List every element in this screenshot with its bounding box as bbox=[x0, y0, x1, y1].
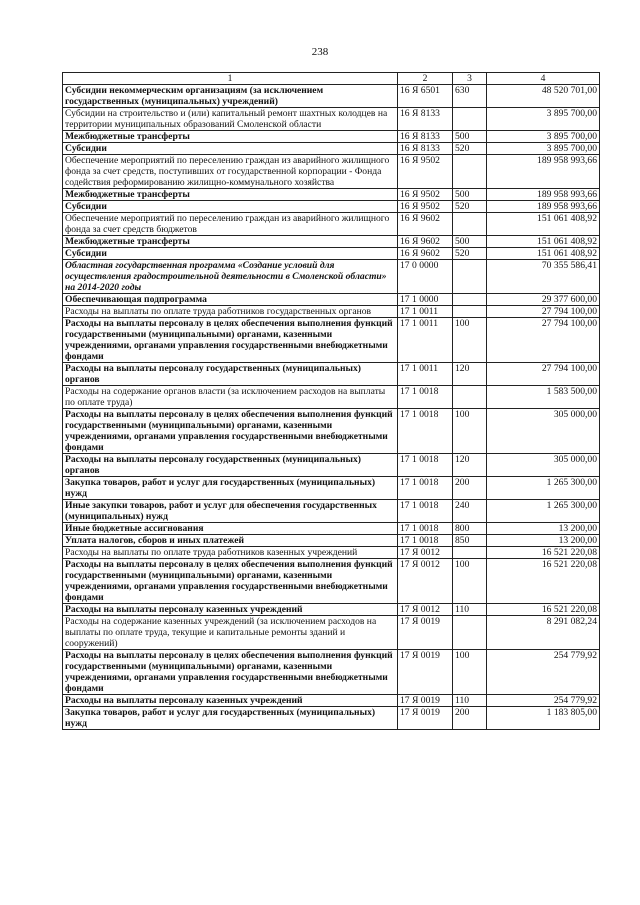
row-name-cell: Расходы на выплаты персоналу в целях обеспечения выполнения функций государственными (муниципальными) органами, казенными учреждениями, органами управления государственными внебюджетными фондами bbox=[63, 650, 398, 695]
row-amount-cell: 254 779,92 bbox=[487, 650, 600, 695]
table-row bbox=[63, 155, 600, 189]
row-amount-cell: 1 265 300,00 bbox=[487, 477, 600, 500]
row-amount-cell: 151 061 408,92 bbox=[487, 213, 600, 236]
row-name-cell: Межбюджетные трансферты bbox=[63, 236, 398, 248]
row-name-cell: Иные бюджетные ассигнования bbox=[63, 523, 398, 535]
row-name-cell: Закупка товаров, работ и услуг для государственных (муниципальных) нужд bbox=[63, 477, 398, 500]
row-expense-type-cell: 850 bbox=[453, 535, 487, 547]
row-name-cell: Обеспечение мероприятий по переселению граждан из аварийного жилищного фонда за счет средств бюджетов bbox=[63, 213, 398, 236]
header-cell-amount: 4 bbox=[487, 73, 600, 85]
row-expense-type-cell: 100 bbox=[453, 650, 487, 695]
row-expense-type-cell bbox=[453, 260, 487, 294]
row-code-cell: 17 1 0011 bbox=[398, 306, 453, 318]
table-header-row bbox=[63, 73, 600, 85]
row-code-cell: 17 0 0000 bbox=[398, 260, 453, 294]
row-name-cell: Расходы на содержание казенных учреждений (за исключением расходов на выплаты по оплате труда, текущие и капитальные ремонты зданий и сооружений) bbox=[63, 616, 398, 650]
row-name-cell: Расходы на выплаты персоналу в целях обеспечения выполнения функций государственными (муниципальными) органами, казенными учреждениями, органами управления государственными внебюджетными фондами bbox=[63, 318, 398, 363]
row-expense-type-cell: 630 bbox=[453, 85, 487, 108]
row-code-cell: 17 1 0018 bbox=[398, 477, 453, 500]
row-name-cell: Субсидии некоммерческим организациям (за исключением государственных (муниципальных) учреждений) bbox=[63, 85, 398, 108]
row-name-cell: Иные закупки товаров, работ и услуг для обеспечения государственных (муниципальных) нужд bbox=[63, 500, 398, 523]
table-row bbox=[63, 306, 600, 318]
table-row bbox=[63, 707, 600, 730]
row-amount-cell: 151 061 408,92 bbox=[487, 236, 600, 248]
row-name-cell: Областная государственная программа «Создание условий для осуществления градостроительной деятельности в Смоленской области» на 2014-2020 годы bbox=[63, 260, 398, 294]
row-amount-cell: 189 958 993,66 bbox=[487, 201, 600, 213]
row-code-cell: 17 1 0018 bbox=[398, 500, 453, 523]
row-expense-type-cell: 520 bbox=[453, 201, 487, 213]
row-amount-cell: 13 200,00 bbox=[487, 535, 600, 547]
row-amount-cell: 16 521 220,08 bbox=[487, 559, 600, 604]
row-amount-cell: 1 265 300,00 bbox=[487, 500, 600, 523]
row-expense-type-cell: 100 bbox=[453, 409, 487, 454]
header-cell-name: 1 bbox=[63, 73, 398, 85]
row-amount-cell: 189 958 993,66 bbox=[487, 155, 600, 189]
row-code-cell: 17 1 0011 bbox=[398, 363, 453, 386]
table-row bbox=[63, 248, 600, 260]
row-code-cell: 16 Я 8133 bbox=[398, 131, 453, 143]
row-expense-type-cell: 240 bbox=[453, 500, 487, 523]
table-row bbox=[63, 477, 600, 500]
row-amount-cell: 189 958 993,66 bbox=[487, 189, 600, 201]
row-amount-cell: 3 895 700,00 bbox=[487, 131, 600, 143]
table-row bbox=[63, 363, 600, 386]
row-expense-type-cell: 100 bbox=[453, 318, 487, 363]
row-name-cell: Расходы на выплаты по оплате труда работников государственных органов bbox=[63, 306, 398, 318]
row-amount-cell: 3 895 700,00 bbox=[487, 108, 600, 131]
row-amount-cell: 3 895 700,00 bbox=[487, 143, 600, 155]
row-amount-cell: 8 291 082,24 bbox=[487, 616, 600, 650]
row-expense-type-cell: 200 bbox=[453, 707, 487, 730]
row-amount-cell: 13 200,00 bbox=[487, 523, 600, 535]
row-name-cell: Расходы на содержание органов власти (за исключением расходов на выплаты по оплате труда) bbox=[63, 386, 398, 409]
row-amount-cell: 16 521 220,08 bbox=[487, 547, 600, 559]
row-name-cell: Расходы на выплаты персоналу в целях обеспечения выполнения функций государственными (муниципальными) органами, казенными учреждениями, органами управления государственными внебюджетными фондами bbox=[63, 409, 398, 454]
table-row bbox=[63, 604, 600, 616]
table-row bbox=[63, 108, 600, 131]
row-expense-type-cell bbox=[453, 386, 487, 409]
row-expense-type-cell: 500 bbox=[453, 131, 487, 143]
row-amount-cell: 1 183 805,00 bbox=[487, 707, 600, 730]
table-row bbox=[63, 547, 600, 559]
row-name-cell: Расходы на выплаты персоналу казенных учреждений bbox=[63, 695, 398, 707]
table-row bbox=[63, 143, 600, 155]
table-row bbox=[63, 500, 600, 523]
header-cell-code: 2 bbox=[398, 73, 453, 85]
row-code-cell: 16 Я 9602 bbox=[398, 213, 453, 236]
row-expense-type-cell bbox=[453, 306, 487, 318]
row-expense-type-cell: 520 bbox=[453, 248, 487, 260]
row-code-cell: 17 1 0018 bbox=[398, 535, 453, 547]
table-row bbox=[63, 318, 600, 363]
table-row bbox=[63, 260, 600, 294]
page-number: 238 bbox=[311, 46, 329, 58]
budget-table bbox=[62, 72, 600, 730]
row-expense-type-cell bbox=[453, 213, 487, 236]
table-row bbox=[63, 535, 600, 547]
row-code-cell: 17 Я 0019 bbox=[398, 650, 453, 695]
row-name-cell: Уплата налогов, сборов и иных платежей bbox=[63, 535, 398, 547]
table-row bbox=[63, 294, 600, 306]
row-name-cell: Субсидии bbox=[63, 201, 398, 213]
table-row bbox=[63, 189, 600, 201]
row-name-cell: Субсидии на строительство и (или) капитальный ремонт шахтных колодцев на территории муниципальных образований Смоленской области bbox=[63, 108, 398, 131]
row-amount-cell: 16 521 220,08 bbox=[487, 604, 600, 616]
row-expense-type-cell bbox=[453, 616, 487, 650]
row-code-cell: 17 Я 0012 bbox=[398, 547, 453, 559]
table-row bbox=[63, 213, 600, 236]
row-expense-type-cell: 110 bbox=[453, 604, 487, 616]
row-code-cell: 17 1 0018 bbox=[398, 523, 453, 535]
row-amount-cell: 151 061 408,92 bbox=[487, 248, 600, 260]
row-code-cell: 16 Я 9602 bbox=[398, 248, 453, 260]
row-amount-cell: 48 520 701,00 bbox=[487, 85, 600, 108]
row-expense-type-cell bbox=[453, 155, 487, 189]
table-row bbox=[63, 454, 600, 477]
row-name-cell: Расходы на выплаты персоналу государственных (муниципальных) органов bbox=[63, 454, 398, 477]
row-code-cell: 17 1 0011 bbox=[398, 318, 453, 363]
row-expense-type-cell: 110 bbox=[453, 695, 487, 707]
row-amount-cell: 305 000,00 bbox=[487, 454, 600, 477]
table-row bbox=[63, 201, 600, 213]
row-name-cell: Закупка товаров, работ и услуг для государственных (муниципальных) нужд bbox=[63, 707, 398, 730]
row-name-cell: Расходы на выплаты персоналу в целях обеспечения выполнения функций государственными (муниципальными) органами, казенными учреждениями, органами управления государственными внебюджетными фондами bbox=[63, 559, 398, 604]
row-expense-type-cell: 500 bbox=[453, 236, 487, 248]
row-amount-cell: 27 794 100,00 bbox=[487, 363, 600, 386]
row-name-cell: Расходы на выплаты персоналу казенных учреждений bbox=[63, 604, 398, 616]
row-amount-cell: 305 000,00 bbox=[487, 409, 600, 454]
row-expense-type-cell: 800 bbox=[453, 523, 487, 535]
row-code-cell: 16 Я 6501 bbox=[398, 85, 453, 108]
row-code-cell: 17 Я 0019 bbox=[398, 616, 453, 650]
row-amount-cell: 27 794 100,00 bbox=[487, 306, 600, 318]
row-expense-type-cell: 520 bbox=[453, 143, 487, 155]
row-amount-cell: 27 794 100,00 bbox=[487, 318, 600, 363]
row-name-cell: Расходы на выплаты персоналу государственных (муниципальных) органов bbox=[63, 363, 398, 386]
row-amount-cell: 70 355 586,41 bbox=[487, 260, 600, 294]
row-expense-type-cell bbox=[453, 547, 487, 559]
row-name-cell: Межбюджетные трансферты bbox=[63, 189, 398, 201]
row-name-cell: Обеспечивающая подпрограмма bbox=[63, 294, 398, 306]
row-name-cell: Межбюджетные трансферты bbox=[63, 131, 398, 143]
row-expense-type-cell bbox=[453, 294, 487, 306]
row-code-cell: 17 1 0018 bbox=[398, 454, 453, 477]
table-row bbox=[63, 386, 600, 409]
row-code-cell: 17 1 0018 bbox=[398, 409, 453, 454]
row-amount-cell: 1 583 500,00 bbox=[487, 386, 600, 409]
row-expense-type-cell: 120 bbox=[453, 454, 487, 477]
table-row bbox=[63, 236, 600, 248]
table-row bbox=[63, 409, 600, 454]
table-row bbox=[63, 85, 600, 108]
row-code-cell: 17 1 0018 bbox=[398, 386, 453, 409]
table-row bbox=[63, 131, 600, 143]
row-code-cell: 16 Я 9502 bbox=[398, 189, 453, 201]
row-code-cell: 16 Я 9602 bbox=[398, 236, 453, 248]
row-name-cell: Расходы на выплаты по оплате труда работников казенных учреждений bbox=[63, 547, 398, 559]
row-expense-type-cell: 500 bbox=[453, 189, 487, 201]
row-name-cell: Субсидии bbox=[63, 143, 398, 155]
row-expense-type-cell bbox=[453, 108, 487, 131]
row-code-cell: 17 Я 0012 bbox=[398, 604, 453, 616]
table-row bbox=[63, 650, 600, 695]
row-code-cell: 16 Я 9502 bbox=[398, 155, 453, 189]
row-expense-type-cell: 120 bbox=[453, 363, 487, 386]
row-code-cell: 16 Я 8133 bbox=[398, 108, 453, 131]
table-row bbox=[63, 695, 600, 707]
row-code-cell: 17 Я 0019 bbox=[398, 707, 453, 730]
table-row bbox=[63, 616, 600, 650]
row-amount-cell: 29 377 600,00 bbox=[487, 294, 600, 306]
row-expense-type-cell: 100 bbox=[453, 559, 487, 604]
row-code-cell: 17 Я 0012 bbox=[398, 559, 453, 604]
row-code-cell: 16 Я 9502 bbox=[398, 201, 453, 213]
header-cell-vr: 3 bbox=[453, 73, 487, 85]
row-name-cell: Обеспечение мероприятий по переселению граждан из аварийного жилищного фонда за счет средств, поступивших от государственной корпорации - Фонда содействия реформированию жилищно-коммунального хозяйства bbox=[63, 155, 398, 189]
row-name-cell: Субсидии bbox=[63, 248, 398, 260]
row-code-cell: 17 Я 0019 bbox=[398, 695, 453, 707]
row-code-cell: 17 1 0000 bbox=[398, 294, 453, 306]
table-row bbox=[63, 523, 600, 535]
table-body bbox=[63, 85, 600, 730]
row-code-cell: 16 Я 8133 bbox=[398, 143, 453, 155]
row-amount-cell: 254 779,92 bbox=[487, 695, 600, 707]
row-expense-type-cell: 200 bbox=[453, 477, 487, 500]
table-row bbox=[63, 559, 600, 604]
